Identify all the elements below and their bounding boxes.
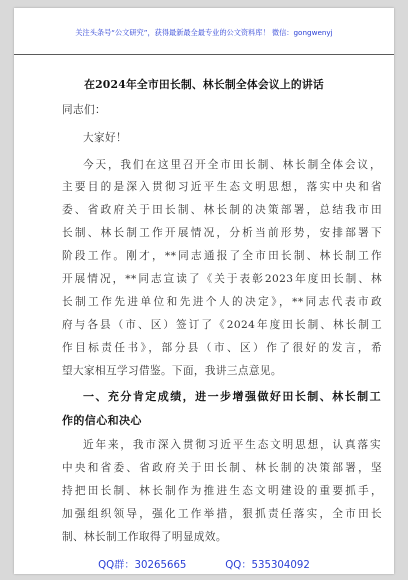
section-heading-cont: 作的信心和决心	[62, 414, 142, 427]
salutation: 同志们：	[62, 104, 106, 116]
footer-contacts	[14, 556, 394, 571]
body-line: 今天，我们在这里召开全市田长制、林长制全体会议，	[83, 159, 381, 171]
body-line: 制、林长制工作取得了明显成效。	[62, 531, 227, 543]
body-line: 府与各县（市、区）签订了《2024年度田长制、林长制工	[62, 319, 382, 331]
body-line: 主要目的是深入贯彻习近平生态文明思想，落实中央和省	[62, 181, 382, 193]
promo-header: 关注头条号“公文研究”，获得最新最全最专业的公文资料库！ 微信：gongwenyj	[75, 28, 333, 37]
body-line: 开展情况，**同志宣读了《关于表彰2023年度田长制、林	[62, 273, 382, 285]
body-line: 委、省政府关于田长制、林长制的决策部署，总结我市田	[62, 204, 382, 216]
body-line: 长制工作先进单位和先进个人的决定》，**同志代表市政	[62, 296, 382, 308]
section-heading: 一、充分肯定成绩，进一步增强做好田长制、林长制工	[83, 390, 381, 403]
body-line: 中央和省委、省政府关于田长制、林长制的决策部署，坚	[62, 462, 382, 474]
body-line: 作目标责任书》，部分县（市、区）作了很好的发言，希	[62, 342, 382, 354]
body-line: 近年来，我市深入贯彻习近平生态文明思想，认真落实	[83, 439, 381, 451]
body-line: 加强组织领导，强化工作举措，狠抓责任落实，全市田长	[62, 508, 382, 520]
body-line: 望大家相互学习借鉴。下面，我讲三点意见。	[62, 365, 282, 377]
body-line: 长制、林长制工作开展情况，分析当前形势，安排部署下	[62, 227, 382, 239]
document-title: 在2024年全市田长制、林长制全体会议上的讲话	[84, 78, 324, 91]
body-line: 持把田长制、林长制作为推进生态文明建设的重要抓手，	[62, 485, 382, 497]
footer-qq-group: QQ群：30265665	[98, 560, 187, 571]
body-line: 阶段工作。刚才，**同志通报了全市田长制、林长制工作	[62, 250, 382, 262]
header-divider	[14, 54, 394, 55]
footer-qq: QQ：535304092	[225, 560, 310, 571]
greeting: 大家好！	[83, 132, 127, 144]
document-page	[14, 8, 394, 574]
